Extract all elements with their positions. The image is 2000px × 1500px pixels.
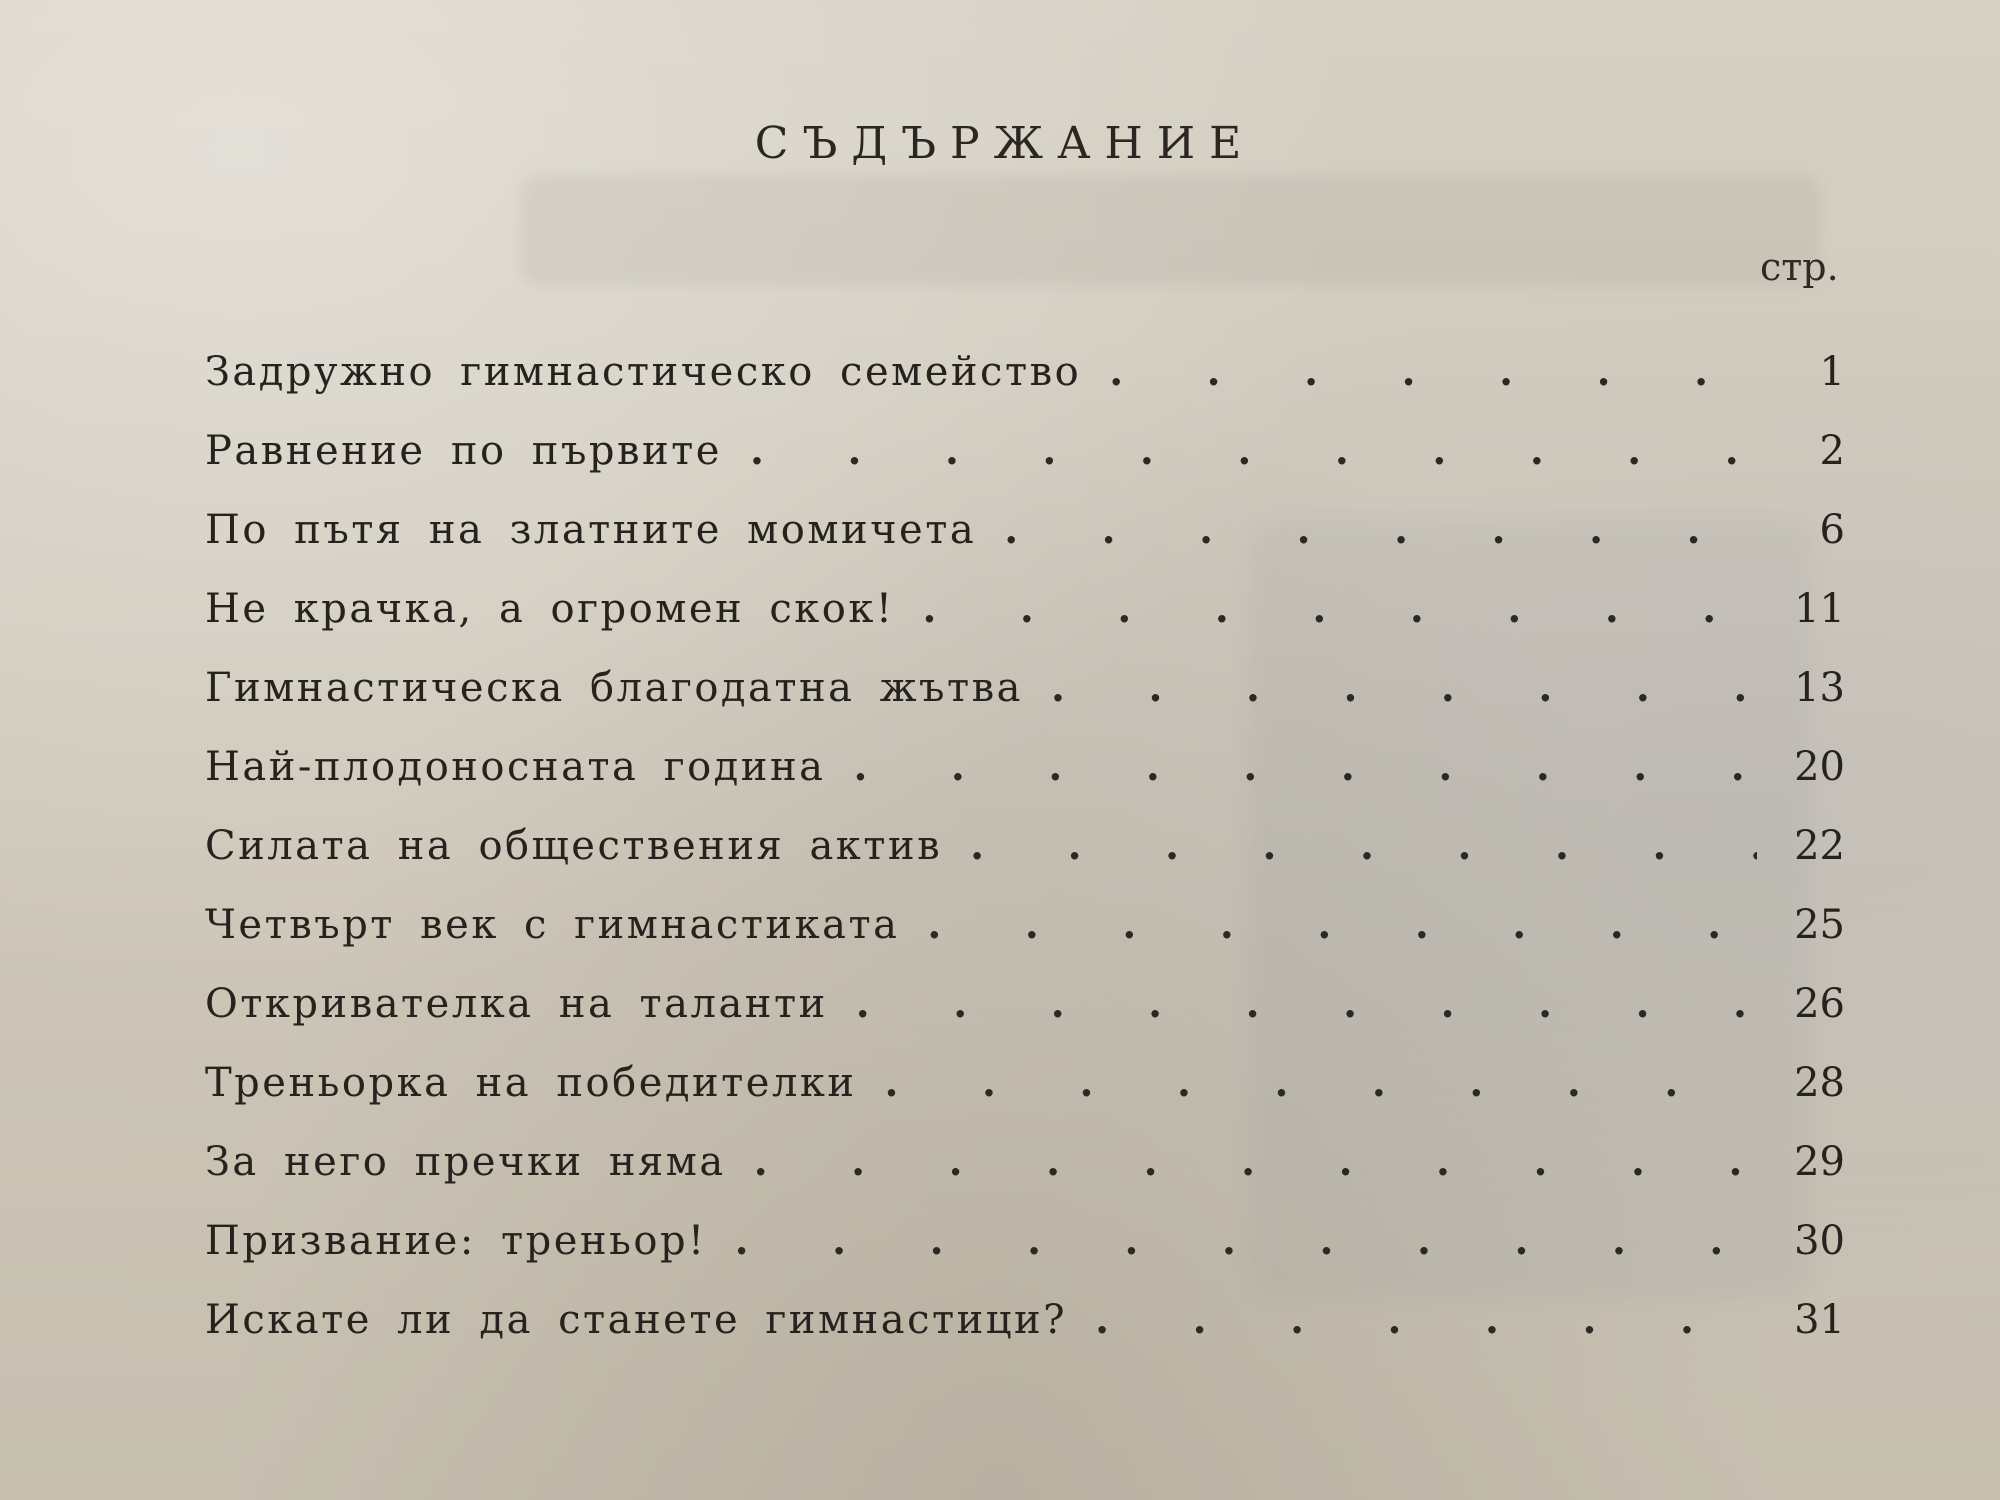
dot-leader bbox=[927, 901, 1757, 948]
toc-entry-page: 29 bbox=[1794, 1139, 1845, 1185]
toc-entry-title: Равнение по първите bbox=[205, 428, 722, 474]
toc-entry-title: Откривателка на таланти bbox=[205, 981, 828, 1027]
page-title: СЪДЪРЖАНИЕ bbox=[754, 118, 1256, 169]
dot-leader bbox=[970, 822, 1757, 869]
toc-entry-title: Най-плодоносната година bbox=[205, 744, 826, 790]
toc-entry bbox=[205, 901, 1845, 980]
toc-entry bbox=[205, 1059, 1845, 1138]
dot-leader bbox=[750, 427, 1757, 474]
toc-entry-title: Искате ли да станете гимнастици? bbox=[205, 1297, 1068, 1343]
dot-leader bbox=[1004, 506, 1757, 553]
toc-entry-title: По пътя на златните момичета bbox=[205, 507, 977, 553]
toc-entry-page: 2 bbox=[1819, 428, 1845, 474]
toc-entry bbox=[205, 822, 1845, 901]
toc-entry-page: 25 bbox=[1794, 902, 1845, 948]
dot-leader bbox=[1095, 1296, 1757, 1343]
toc-entry-title: Треньорка на победителки bbox=[205, 1060, 857, 1106]
dot-leader bbox=[853, 743, 1757, 790]
toc-entry bbox=[205, 427, 1845, 506]
toc-entry-page: 20 bbox=[1794, 744, 1845, 790]
page-column-header: стр. bbox=[1760, 245, 1839, 289]
toc-entry-page: 26 bbox=[1794, 981, 1845, 1027]
toc-entry bbox=[205, 1138, 1845, 1217]
toc-entry bbox=[205, 506, 1845, 585]
toc-entry-page: 1 bbox=[1819, 349, 1845, 395]
toc-entry-title: Не крачка, а огромен скок! bbox=[205, 586, 895, 632]
toc-entry bbox=[205, 585, 1845, 664]
toc-entry bbox=[205, 743, 1845, 822]
toc-entry-title: Призвание: треньор! bbox=[205, 1218, 707, 1264]
toc-entry-title: Четвърт век с гимнастиката bbox=[205, 902, 900, 948]
toc-entry bbox=[205, 980, 1845, 1059]
toc-entry bbox=[205, 1217, 1845, 1296]
toc-entry-title: Гимнастическа благодатна жътва bbox=[205, 665, 1023, 711]
toc-entry-page: 22 bbox=[1794, 823, 1845, 869]
toc-entry-page: 28 bbox=[1794, 1060, 1845, 1106]
toc-entry-page: 6 bbox=[1819, 507, 1845, 553]
dot-leader bbox=[735, 1217, 1757, 1264]
table-of-contents bbox=[205, 348, 1845, 1375]
toc-entry bbox=[205, 348, 1845, 427]
toc-entry-page: 31 bbox=[1794, 1297, 1845, 1343]
dot-leader bbox=[754, 1138, 1757, 1185]
toc-entry-title: Силата на обществения актив bbox=[205, 823, 943, 869]
show-through-text bbox=[520, 175, 1820, 285]
toc-entry bbox=[205, 1296, 1845, 1375]
dot-leader bbox=[1109, 348, 1757, 395]
dot-leader bbox=[922, 585, 1757, 632]
toc-entry bbox=[205, 664, 1845, 743]
toc-entry-title: За него пречки няма bbox=[205, 1139, 726, 1185]
toc-entry-page: 30 bbox=[1794, 1218, 1845, 1264]
dot-leader bbox=[885, 1059, 1757, 1106]
dot-leader bbox=[1051, 664, 1757, 711]
toc-entry-page: 11 bbox=[1794, 586, 1845, 632]
toc-entry-page: 13 bbox=[1794, 665, 1845, 711]
dot-leader bbox=[856, 980, 1757, 1027]
toc-entry-title: Задружно гимнастическо семейство bbox=[205, 349, 1082, 395]
